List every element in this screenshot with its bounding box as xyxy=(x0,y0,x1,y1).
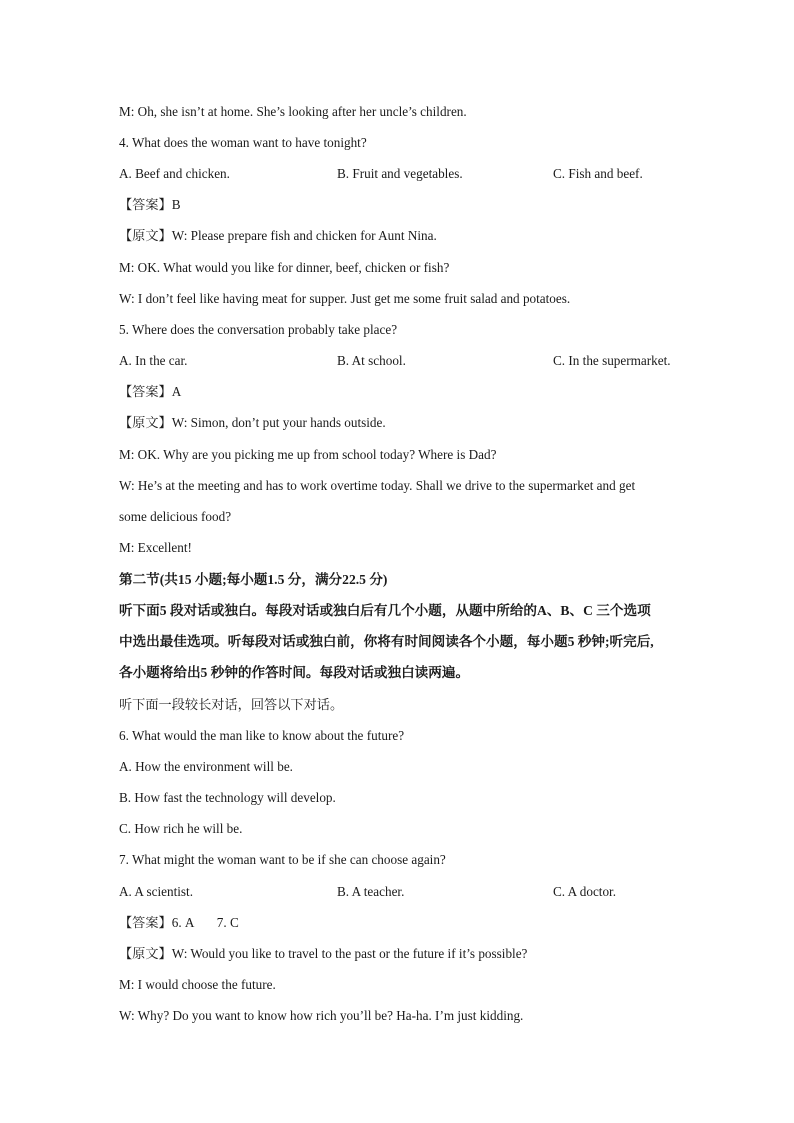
dialogue-line: M: OK. What would you like for dinner, beef, chicken or fish? xyxy=(119,260,450,275)
q6-option-a: A. How the environment will be. xyxy=(119,759,293,774)
dialogue-line: M: OK. Why are you picking me up from school today? Where is Dad? xyxy=(119,447,497,462)
transcript-line: 【原文】W: Would you like to travel to the past or the future if it’s possible? xyxy=(119,946,528,961)
answer-q4: 【答案】B xyxy=(119,197,181,212)
q5-option-c: C. In the supermarket. xyxy=(553,353,671,368)
question-5: 5. Where does the conversation probably take place? xyxy=(119,322,398,337)
dialogue-line: M: I would choose the future. xyxy=(119,977,276,992)
transcript-line: 【原文】W: Please prepare fish and chicken for Aunt Nina. xyxy=(119,228,437,243)
q6-option-c: C. How rich he will be. xyxy=(119,821,243,836)
answer-q6-q7: 【答案】6. A 7. C xyxy=(119,915,239,930)
q6-option-b: B. How fast the technology will develop. xyxy=(119,790,336,805)
section-instructions: 听下面5 段对话或独白。每段对话或独白后有几个小题，从题中所给的A、B、C 三个选项 xyxy=(119,603,651,618)
q7-option-c: C. A doctor. xyxy=(553,884,617,899)
q5-option-b: B. At school. xyxy=(337,353,406,368)
passage-intro: 听下面一段较长对话，回答以下对话。 xyxy=(119,697,344,712)
answer-q5: 【答案】A xyxy=(119,384,182,399)
q7-option-a: A. A scientist. xyxy=(119,884,193,899)
question-6: 6. What would the man like to know about the future? xyxy=(119,728,405,743)
q5-option-a: A. In the car. xyxy=(119,353,188,368)
dialogue-line: W: He’s at the meeting and has to work overtime today. Shall we drive to the supermarket and get xyxy=(119,478,636,493)
dialogue-line: W: Why? Do you want to know how rich you’ll be? Ha-ha. I’m just kidding. xyxy=(119,1008,524,1023)
q4-option-a: A. Beef and chicken. xyxy=(119,166,230,181)
question-7: 7. What might the woman want to be if she can choose again? xyxy=(119,852,446,867)
section-instructions: 各小题将给出5 秒钟的作答时间。每段对话或独白读两遍。 xyxy=(119,665,470,680)
q4-option-c: C. Fish and beef. xyxy=(553,166,643,181)
question-4: 4. What does the woman want to have tonight? xyxy=(119,135,367,150)
dialogue-line: W: I don’t feel like having meat for supper. Just get me some fruit salad and potatoes. xyxy=(119,291,571,306)
q7-option-b: B. A teacher. xyxy=(337,884,405,899)
dialogue-line: M: Excellent! xyxy=(119,540,192,555)
q4-option-b: B. Fruit and vegetables. xyxy=(337,166,463,181)
section-instructions: 中选出最佳选项。听每段对话或独白前，你将有时间阅读各个小题，每小题5 秒钟;听完后, xyxy=(119,634,654,649)
transcript-line: 【原文】W: Simon, don’t put your hands outside. xyxy=(119,415,386,430)
dialogue-line: M: Oh, she isn’t at home. She’s looking after her uncle’s children. xyxy=(119,104,467,119)
dialogue-line: some delicious food? xyxy=(119,509,232,524)
section-heading: 第二节(共15 小题;每小题1.5 分，满分22.5 分) xyxy=(119,572,388,587)
